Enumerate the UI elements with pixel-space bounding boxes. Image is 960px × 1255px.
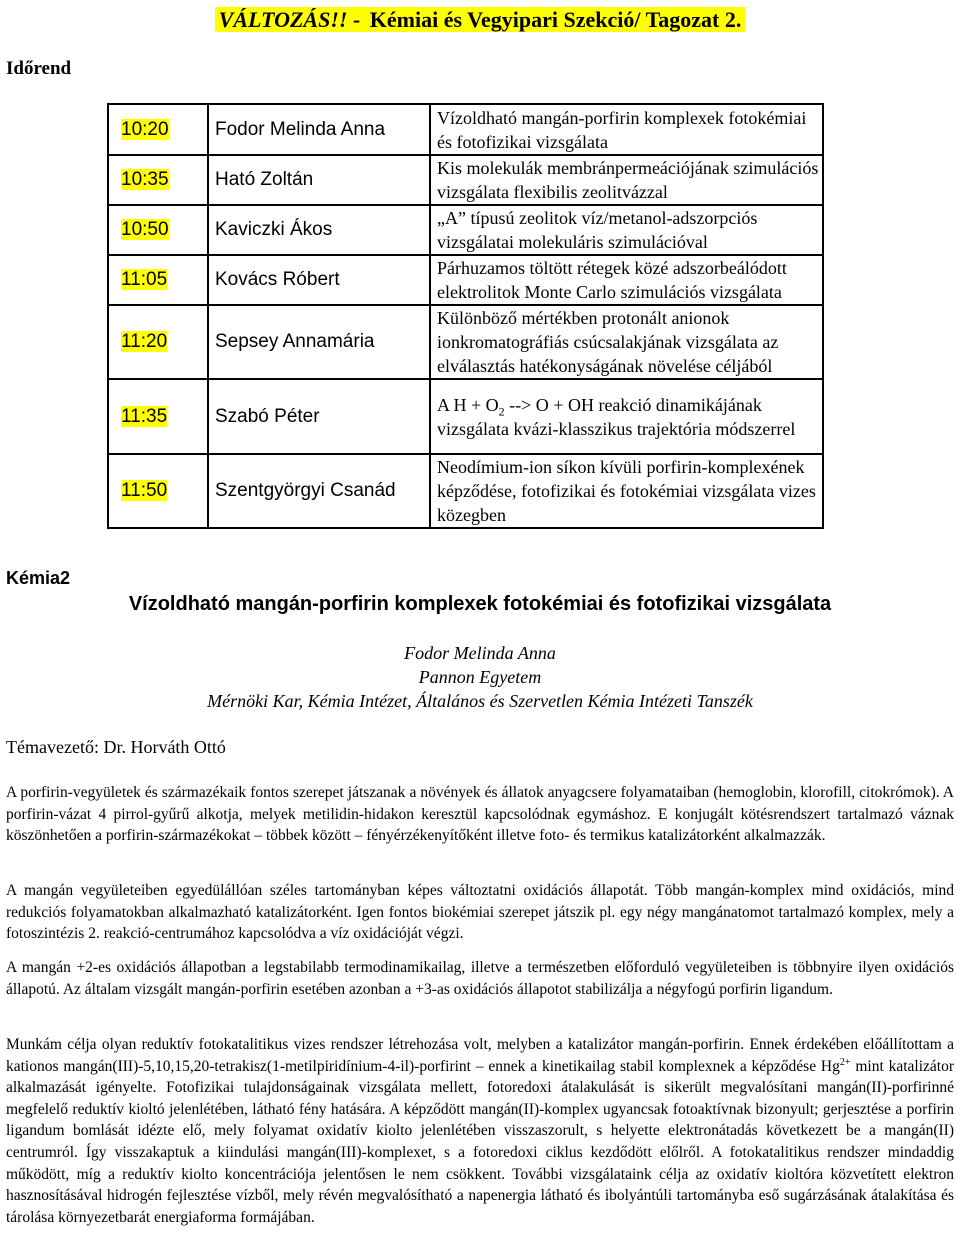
talk-title-cell: Kis molekulák membránpermeációjának szimulációs vizsgálata flexibilis zeolitvázzal bbox=[430, 155, 823, 205]
time-cell: 10:50 bbox=[121, 219, 169, 240]
table-row bbox=[108, 379, 823, 454]
abstract-paragraph-1: A porfirin-vegyületek és származékaik fontos szerepet játszanak a növények és állatok anyagcsere folyamataiban (hemoglobin, klorofill, citokrómok). A porfirin-vázat 4 pirrol-gyűrű alkotja, melyek metilidin-hidakon keresztül kapcsolódnak egymáshoz. E konjugált kötésrendszert tartalmazó váznak köszönhetően a porfirin-származékokat – többek között – fényérzékenyítőként illetve foto- és termikus katalizátorként alkalmazzák. bbox=[6, 784, 954, 845]
section-title: Kémiai és Vegyipari Szekció/ Tagozat 2. bbox=[369, 7, 742, 32]
time-cell: 11:35 bbox=[121, 405, 168, 427]
presenter-cell: Fodor Melinda Anna bbox=[208, 104, 430, 155]
abstract-paragraph-2: A mangán vegyületeiben egyedülállóan széles tartományban képes változtatni oxidációs állapotát. Több mangán-komplex mind oxidációs, mind redukciós folyamatokban alkalmazható katalizátorként. Igen fontos biokémiai szerepet játszik pl. egy négy mangánatomot tartalmazó komplex, mely a fotoszintézis 2. reakció-centrumához kapcsolódva a víz oxidációját végzi. bbox=[6, 882, 954, 943]
table-row bbox=[108, 255, 823, 305]
section-header bbox=[0, 5, 960, 35]
abstract-paragraph-3: A mangán +2-es oxidációs állapotban a legstabilabb termodinamikailag, illetve a természetben előforduló vegyületeiben is többnyire ilyen oxidációs állapotú. Az általam vizsgált mangán-porfirin esetében azonban a +3-as oxidációs állapotot stabilizálja a négyfogú porfirin ligandum. bbox=[6, 959, 954, 998]
presenter-cell: Ható Zoltán bbox=[208, 155, 430, 205]
time-cell: 10:20 bbox=[121, 118, 169, 140]
talk-title-cell: Különböző mértékben protonált anionok ionkromatográfiás csúcsalakjának vizsgálata az elválasztás hatékonyságának növelése céljából bbox=[430, 305, 823, 379]
schedule-table bbox=[107, 103, 824, 529]
presenter-cell: Sepsey Annamária bbox=[208, 305, 430, 379]
time-cell: 10:35 bbox=[121, 169, 169, 190]
author-name: Fodor Melinda Anna bbox=[404, 643, 556, 663]
time-cell: 11:05 bbox=[121, 269, 168, 290]
presenter-cell: Kaviczki Ákos bbox=[208, 205, 430, 255]
table-row bbox=[108, 205, 823, 255]
presenter-cell: Szabó Péter bbox=[208, 379, 430, 454]
presenter-cell: Kovács Róbert bbox=[208, 255, 430, 305]
supervisor-line: Témavezető: Dr. Horváth Ottó bbox=[6, 737, 226, 757]
department-name: Mérnöki Kar, Kémia Intézet, Általános és Szervetlen Kémia Intézeti Tanszék bbox=[207, 691, 753, 711]
table-row bbox=[108, 155, 823, 205]
university-name: Pannon Egyetem bbox=[418, 667, 542, 687]
talk-title-cell: Neodímium-ion síkon kívüli porfirin-komplexének képződése, fotofizikai és fotokémiai vizsgálata vizes közegben bbox=[430, 454, 823, 528]
talk-title-cell: Párhuzamos töltött rétegek közé adszorbeálódott elektrolitok Monte Carlo szimulációs vizsgálata bbox=[430, 255, 823, 305]
change-notice: VÁLTOZÁS!! - bbox=[218, 7, 361, 32]
presenter-cell: Szentgyörgyi Csanád bbox=[208, 454, 430, 528]
time-cell: 11:50 bbox=[121, 480, 168, 501]
table-row bbox=[108, 454, 823, 528]
talk-title-cell: „A” típusú zeolitok víz/metanol-adszorpciós vizsgálatai molekuláris szimulációval bbox=[430, 205, 823, 255]
abstract-title: Vízoldható mangán-porfirin komplexek fotokémiai és fotofizikai vizsgálata bbox=[128, 593, 832, 615]
schedule-heading: Időrend bbox=[6, 58, 72, 79]
abstract-code: Kémia2 bbox=[6, 568, 71, 588]
abstract-paragraph-4: Munkám célja olyan reduktív fotokatalitikus vizes rendszer létrehozása volt, melyben a katalizátor mangán-porfirin. Ennek érdekében előállítottam a kationos mangán(III)-5,10,15,20-tetrakisz(1-metilpiridínium-4-il)-porfirint – ennek a kinetikailag stabil komplexnek a képződése $Hg^{2+}$ mint katalizátor alkalmazását igényelte. Fotofizikai tulajdonságainak vizsgálata mellett, fotoredoxi átalakulását is sikerült megvalósítani mangán(II)-porfirinné megfelelő reduktív kioltó jelenlétében, látható fény hatására. A képződött mangán(II)-komplex ugyancsak fotoaktívnak bizonyult; gerjesztése a porfirin ligandum bomlását idézte elő, mely folyamat oxidatív kiolto jelenlétében visszaszorult, s helyette elektronátadás következett be a mangán(II) centrumról. Így visszakaptuk a kiindulási mangán(III)-komplexet, s a fotoredoxi ciklus kezdődött előlről. A fotokatalitikus rendszer mindaddig működött, míg a reduktív kiolto koncentrációja jelentősen le nem csökkent. További vizsgálataink célja az oxidatív kioltóra közvetített elektron hasznosításával hidrogén fejlesztése vízből, mely révén megvalósítható a napenergia látható és ibolyántúli tartományba eső sugárzásának átalakítása és tárolása környezetbarát energiaforma formájában. bbox=[6, 1036, 954, 1226]
table-row bbox=[108, 305, 823, 379]
table-row bbox=[108, 104, 823, 155]
talk-title-cell: A $H + O_2$ --> O + OH reakció dinamikájának vizsgálata kvázi-klasszikus trajektória módszerrel bbox=[430, 379, 823, 454]
talk-title-cell: Vízoldható mangán-porfirin komplexek fotokémiai és fotofizikai vizsgálata bbox=[430, 104, 823, 155]
time-cell: 11:20 bbox=[121, 331, 168, 352]
